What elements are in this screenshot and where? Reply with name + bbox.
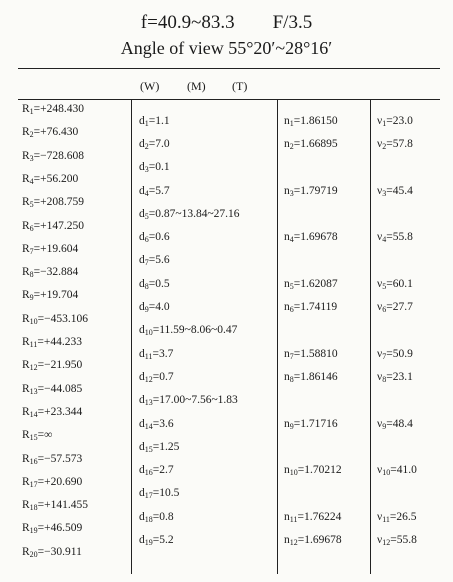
refractive-index-entry-index: 8 [289, 374, 294, 384]
refractive-index-entry [284, 510, 341, 527]
distance-entry-symbol: d [139, 137, 145, 150]
radius-entry-value: =+19.604 [33, 242, 79, 255]
distance-entry-index: 8 [144, 281, 149, 291]
distance-entry-symbol: d [139, 347, 145, 360]
distance-entry [139, 440, 179, 457]
distance-entry-symbol: d [139, 534, 145, 546]
radius-entry-value: =−21.950 [37, 359, 83, 372]
abbe-number-entry-value: =23.0 [386, 114, 413, 127]
distance-entry [139, 253, 170, 270]
refractive-index-entry [284, 533, 342, 550]
refractive-index-entry-index: 4 [289, 235, 294, 245]
abbe-number-entry-value: =27.7 [386, 301, 413, 313]
distance-entry-symbol: d [139, 324, 145, 337]
distance-entry-index: 7 [144, 258, 149, 268]
refractive-index-entry [284, 347, 338, 364]
radius-entry [22, 288, 78, 305]
distance-entry [139, 463, 174, 480]
abbe-number-entry-value: =60.1 [386, 277, 413, 290]
radius-entry [22, 265, 78, 282]
distance-entry [139, 533, 174, 550]
radius-entry-index: 4 [29, 176, 34, 186]
refractive-index-entry-symbol: n [284, 510, 290, 523]
column-divider [131, 100, 132, 574]
abbe-number-entry-value: =26.5 [389, 510, 417, 523]
radius-entry [22, 242, 78, 259]
abbe-number-entry-symbol: ν [377, 347, 383, 360]
distance-entry [139, 137, 170, 154]
abbe-number-entry [377, 510, 417, 527]
distance-entry [139, 207, 240, 224]
radius-entry-index: 2 [29, 130, 34, 140]
distance-entry [139, 486, 179, 503]
top-rule [18, 68, 440, 69]
column-head-middle: (M) [187, 79, 206, 93]
refractive-index-entry-symbol: n [284, 137, 290, 150]
refractive-index-entry [284, 300, 337, 317]
distance-entry [139, 300, 170, 317]
abbe-number-entry-index: 10 [382, 468, 391, 478]
abbe-number-entry-symbol: ν [377, 231, 383, 244]
distance-entry-value: =0.5 [148, 277, 170, 290]
distance-entry [139, 323, 237, 340]
refractive-index-entry-value: =1.70212 [297, 464, 342, 477]
distance-entry-index: 5 [144, 211, 149, 221]
radius-entry-symbol: R [22, 103, 30, 115]
radius-entry [22, 382, 82, 399]
radius-entry-value: =+141.455 [37, 499, 89, 512]
refractive-index-entry-value: =1.74119 [293, 301, 338, 313]
distance-entry-symbol: d [139, 231, 145, 244]
distance-entry-value: =0.8 [152, 510, 174, 523]
radius-entry-value: =+208.759 [33, 196, 85, 209]
distance-entry-value: =11.59~8.06~0.47 [152, 324, 238, 337]
radius-entry-symbol: R [22, 172, 30, 185]
radius-entry-symbol: R [22, 522, 30, 535]
abbe-number-entry-symbol: ν [377, 510, 383, 523]
distance-entry-value: =3.7 [152, 347, 174, 360]
distance-entry-value: =0.87~13.84~27.16 [148, 207, 240, 220]
radius-entry-symbol: R [22, 499, 30, 512]
abbe-number-entry-symbol: ν [377, 534, 383, 546]
distance-entry-index: 4 [144, 188, 149, 198]
refractive-index-entry-index: 9 [289, 421, 294, 431]
radius-entry-index: 16 [29, 456, 38, 466]
angle-of-view: Angle of view 55°20′~28°16′ [120, 38, 333, 58]
distance-entry [139, 370, 174, 387]
refractive-index-entry-index: 2 [289, 141, 294, 151]
refractive-index-entry [284, 184, 338, 201]
refractive-index-entry-index: 6 [289, 305, 294, 314]
distance-entry-index: 2 [144, 141, 149, 151]
radius-entry-index: 14 [29, 409, 38, 419]
abbe-number-entry-symbol: ν [377, 184, 383, 197]
radius-entry-symbol: R [22, 405, 30, 418]
radius-entry-index: 6 [29, 223, 34, 233]
radius-entry-value: =−32.884 [33, 266, 79, 279]
radius-entry [22, 428, 52, 445]
abbe-number-entry-value: =45.4 [386, 184, 413, 197]
refractive-index-entry-symbol: n [284, 370, 290, 383]
refractive-index-entry-value: =1.66895 [293, 137, 338, 150]
radius-entry-value: =−728.608 [33, 149, 85, 162]
distance-entry-symbol: d [139, 394, 145, 407]
distance-entry-symbol: d [139, 301, 145, 313]
distance-entry-index: 16 [144, 468, 153, 478]
abbe-number-entry [377, 114, 413, 131]
abbe-number-entry-index: 12 [382, 538, 391, 547]
distance-entry-value: =0.6 [148, 231, 170, 244]
abbe-number-entry-symbol: ν [377, 137, 383, 150]
radius-entry [22, 172, 78, 189]
refractive-index-entry-symbol: n [284, 347, 290, 360]
refractive-index-entry-symbol: n [284, 114, 290, 127]
radius-entry [22, 312, 88, 329]
distance-entry-symbol: d [139, 417, 145, 430]
distance-entry-symbol: d [139, 510, 145, 523]
radius-entry [22, 125, 78, 142]
distance-entry-value: =1.25 [152, 440, 180, 453]
radius-entry-index: 9 [29, 293, 34, 303]
radius-entry [22, 545, 82, 562]
refractive-index-entry-value: =1.71716 [293, 417, 338, 430]
distance-entry [139, 417, 174, 434]
distance-entry-index: 19 [144, 538, 153, 547]
abbe-number-entry-index: 7 [382, 351, 387, 361]
column-head-wide: (W) [140, 79, 160, 93]
radius-entry-value: =−453.106 [37, 312, 89, 325]
radius-entry-symbol: R [22, 336, 30, 348]
radius-entry [22, 219, 84, 236]
distance-entry-index: 12 [144, 374, 153, 384]
radius-entry-value: =+56.200 [33, 172, 79, 185]
abbe-number-entry-symbol: ν [377, 370, 383, 383]
abbe-number-entry-value: =41.0 [390, 464, 417, 477]
refractive-index-entry-index: 12 [289, 538, 298, 547]
distance-entry-symbol: d [139, 254, 145, 267]
radius-entry-index: 18 [29, 503, 38, 513]
radius-entry [22, 475, 82, 492]
radius-entry-symbol: R [22, 429, 30, 442]
radius-entry-symbol: R [22, 475, 30, 488]
radius-entry-index: 10 [29, 316, 38, 326]
radius-entry [22, 498, 88, 515]
refractive-index-entry-value: =1.79719 [293, 184, 338, 197]
distance-entry-value: =0.1 [148, 161, 170, 174]
radius-entry-value: =−30.911 [37, 545, 82, 558]
refractive-index-entry [284, 463, 342, 480]
abbe-number-entry-value: =55.8 [386, 231, 413, 244]
distance-entry-symbol: d [139, 487, 145, 500]
radius-entry [22, 335, 82, 352]
refractive-index-entry-symbol: n [284, 301, 290, 313]
radius-entry-index: 7 [29, 246, 34, 256]
abbe-number-entry [377, 370, 413, 387]
radius-entry-index: 3 [29, 153, 34, 163]
refractive-index-entry-symbol: n [284, 534, 290, 546]
radius-entry-value: =+147.250 [33, 219, 85, 232]
abbe-number-entry [377, 230, 413, 247]
abbe-number-entry-value: =48.4 [386, 417, 413, 430]
radius-entry-symbol: R [22, 242, 30, 255]
abbe-number-entry [377, 533, 417, 550]
abbe-number-entry [377, 463, 417, 480]
abbe-number-entry [377, 417, 413, 434]
radius-entry-symbol: R [22, 266, 30, 279]
radius-entry-symbol: R [22, 289, 30, 302]
distance-entry-value: =5.6 [148, 254, 170, 267]
distance-entry-index: 17 [144, 491, 153, 501]
refractive-index-entry-symbol: n [284, 464, 290, 477]
radius-entry-index: 13 [29, 386, 38, 396]
distance-entry-index: 18 [144, 514, 153, 524]
radius-entry-value: =∞ [37, 429, 53, 442]
abbe-number-entry-symbol: ν [377, 277, 383, 290]
refractive-index-entry-index: 7 [289, 351, 294, 361]
refractive-index-entry [284, 230, 338, 247]
distance-entry-symbol: d [139, 114, 145, 127]
abbe-number-entry-index: 9 [382, 421, 387, 431]
refractive-index-entry [284, 370, 338, 387]
abbe-number-entry [377, 277, 413, 294]
refractive-index-entry-index: 3 [289, 188, 294, 198]
abbe-number-entry-index: 11 [382, 514, 390, 524]
column-head-tele: (T) [232, 79, 248, 93]
radius-entry-value: =+44.233 [37, 336, 82, 348]
distance-entry-index: 11 [144, 351, 153, 361]
abbe-number-entry-index: 2 [382, 141, 387, 151]
distance-entry-index: 6 [144, 235, 149, 245]
abbe-number-entry [377, 300, 413, 317]
radius-entry-index: 8 [29, 270, 34, 280]
distance-entry-value: =3.6 [152, 417, 174, 430]
radius-entry [22, 195, 84, 212]
distance-entry-symbol: d [139, 184, 145, 197]
radius-entry [22, 102, 84, 119]
radius-entry [22, 452, 82, 469]
radius-entry-value: =+46.509 [37, 522, 83, 535]
radius-entry-symbol: R [22, 452, 30, 465]
column-divider [277, 100, 278, 574]
abbe-number-entry-symbol: ν [377, 301, 383, 313]
distance-entry-index: 9 [144, 305, 149, 314]
abbe-number-entry [377, 347, 413, 364]
f-number: F/3.5 [272, 12, 313, 33]
radius-entry-value: =+19.704 [33, 289, 79, 302]
radius-entry-index: 17 [29, 479, 38, 489]
radius-entry-value: =+23.344 [37, 405, 83, 418]
distance-entry-index: 1 [144, 118, 149, 128]
refractive-index-entry-index: 1 [289, 118, 294, 128]
distance-entry [139, 510, 174, 527]
distance-entry-index: 15 [144, 444, 153, 454]
refractive-index-entry-index: 11 [289, 514, 298, 524]
distance-entry-value: =7.0 [148, 137, 170, 150]
distance-entry-value: =2.7 [152, 464, 174, 477]
radius-entry [22, 358, 82, 375]
refractive-index-entry-value: =1.69678 [293, 231, 338, 244]
radius-entry-symbol: R [22, 382, 30, 395]
abbe-number-entry [377, 137, 413, 154]
abbe-number-entry-value: =55.8 [390, 534, 417, 546]
abbe-number-entry-symbol: ν [377, 114, 383, 127]
radius-entry-symbol: R [22, 545, 30, 558]
distance-entry-symbol: d [139, 207, 145, 220]
abbe-number-entry-index: 6 [382, 305, 387, 314]
radius-entry-index: 15 [29, 433, 38, 443]
abbe-number-entry-index: 5 [382, 281, 387, 291]
distance-entry-index: 10 [144, 328, 153, 338]
refractive-index-entry-value: =1.62087 [293, 277, 338, 290]
refractive-index-entry-value: =1.86146 [293, 370, 338, 383]
distance-entry-value: =1.1 [148, 114, 170, 127]
distance-entry-index: 3 [144, 165, 149, 175]
radius-entry-index: 20 [29, 549, 38, 559]
distance-entry [139, 230, 170, 247]
title-focal-line [0, 12, 453, 34]
abbe-number-entry-index: 4 [382, 235, 387, 245]
refractive-index-entry-value: =1.58810 [293, 347, 338, 360]
radius-entry-symbol: R [22, 219, 30, 232]
radius-entry-value: =−44.085 [37, 382, 83, 395]
distance-entry-value: =4.0 [148, 301, 170, 313]
refractive-index-entry [284, 277, 338, 294]
refractive-index-entry-value: =1.86150 [293, 114, 338, 127]
radius-entry-symbol: R [22, 196, 30, 209]
distance-entry-index: 14 [144, 421, 153, 431]
radius-entry [22, 405, 82, 422]
column-divider [370, 100, 371, 574]
refractive-index-entry-symbol: n [284, 184, 290, 197]
distance-entry-symbol: d [139, 161, 145, 174]
distance-entry-value: =10.5 [152, 487, 180, 500]
abbe-number-entry-index: 8 [382, 374, 387, 384]
distance-entry [139, 184, 170, 201]
refractive-index-entry-index: 5 [289, 281, 294, 291]
distance-entry-index: 13 [144, 398, 153, 408]
abbe-number-entry-value: =50.9 [386, 347, 413, 360]
refractive-index-entry-symbol: n [284, 417, 290, 430]
refractive-index-entry-symbol: n [284, 231, 290, 244]
radius-entry-index: 1 [29, 107, 34, 116]
header-rule [18, 99, 440, 100]
distance-entry-value: =17.00~7.56~1.83 [152, 394, 238, 407]
distance-entry-symbol: d [139, 464, 145, 477]
refractive-index-entry-value: =1.69678 [297, 534, 342, 546]
abbe-number-entry-value: =23.1 [386, 370, 413, 383]
radius-entry-symbol: R [22, 126, 30, 139]
radius-entry-symbol: R [22, 149, 30, 162]
radius-entry-value: =+20.690 [37, 475, 83, 488]
refractive-index-entry-value: =1.76224 [297, 510, 342, 523]
distance-entry [139, 114, 170, 131]
abbe-number-entry-value: =57.8 [386, 137, 413, 150]
distance-entry [139, 393, 238, 410]
focal-length-range: f=40.9~83.3 [140, 12, 235, 33]
radius-entry [22, 521, 82, 538]
radius-entry-index: 19 [29, 526, 38, 536]
distance-entry-value: =0.7 [152, 370, 174, 383]
refractive-index-entry [284, 417, 338, 434]
abbe-number-entry-index: 1 [382, 118, 387, 128]
radius-entry-value: =+76.430 [33, 126, 79, 139]
distance-entry [139, 277, 170, 294]
abbe-number-entry-symbol: ν [377, 464, 383, 477]
distance-entry-symbol: d [139, 277, 145, 290]
abbe-number-entry-index: 3 [382, 188, 387, 198]
distance-entry [139, 160, 170, 177]
distance-entry-symbol: d [139, 370, 145, 383]
radius-entry [22, 149, 84, 166]
refractive-index-entry [284, 137, 338, 154]
distance-entry-symbol: d [139, 440, 145, 453]
distance-entry-value: =5.7 [148, 184, 170, 197]
radius-entry-symbol: R [22, 312, 30, 325]
abbe-number-entry [377, 184, 413, 201]
radius-entry-index: 12 [29, 363, 38, 373]
refractive-index-entry [284, 114, 338, 131]
refractive-index-entry-symbol: n [284, 277, 290, 290]
distance-entry [139, 347, 173, 364]
refractive-index-entry-index: 10 [289, 468, 298, 478]
radius-entry-value: =−57.573 [37, 452, 83, 465]
distance-entry-value: =5.2 [152, 534, 174, 546]
radius-entry-index: 11 [29, 340, 38, 349]
radius-entry-index: 5 [29, 200, 34, 210]
radius-entry-symbol: R [22, 359, 30, 372]
abbe-number-entry-symbol: ν [377, 417, 383, 430]
radius-entry-value: =+248.430 [33, 103, 85, 115]
